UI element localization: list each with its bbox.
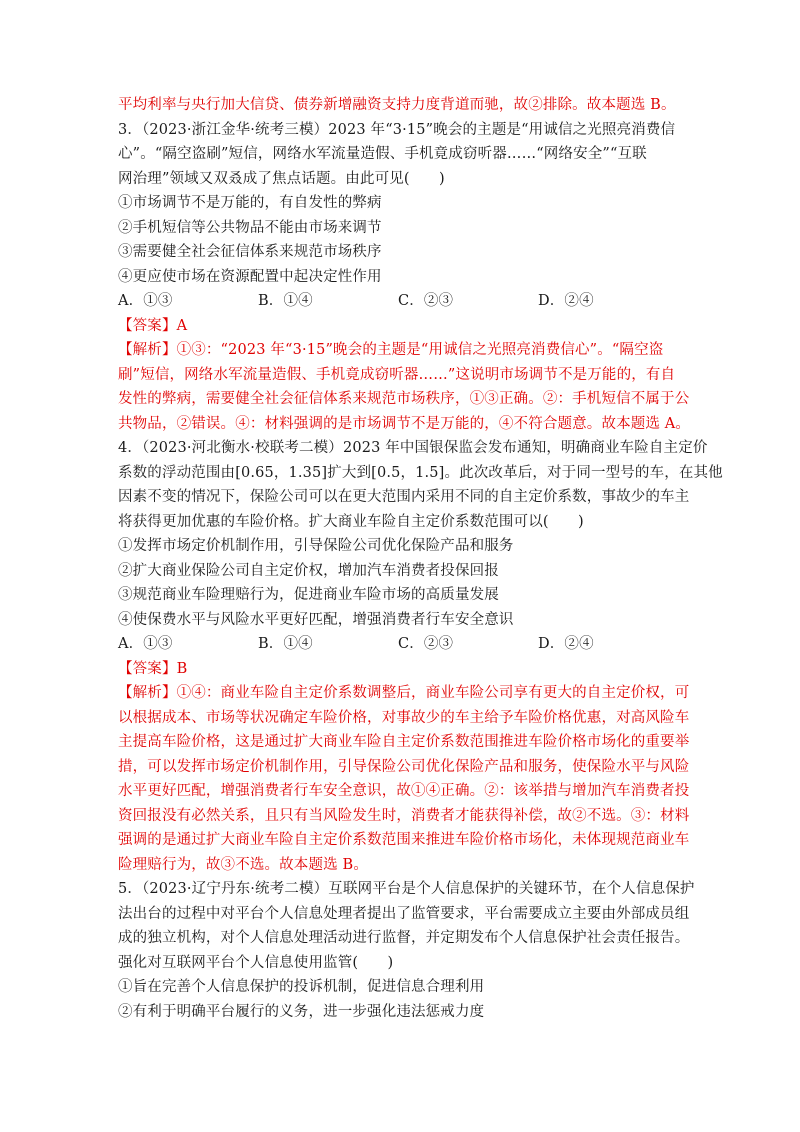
text-line: 将获得更加优惠的车险价格。扩大商业车险自主定价系数范围可以( )	[118, 513, 584, 530]
option-c: C．②③	[398, 636, 454, 652]
analysis-text: 资回报没有必然关系，且只有当风险发生时，消费者才能获得补偿，故②不选。③：材料	[118, 807, 690, 824]
question-4-stem: 4．（2023·河北衡水·校联考二模）2023 年中国银保监会发布通知，明确商业车险自主定价	[118, 440, 708, 456]
option-b: B．①④	[258, 636, 313, 652]
option-b: B．①④	[258, 293, 313, 309]
statement: ④更应使市场在资源配置中起决定性作用	[118, 268, 382, 285]
answer-label: 【答案】B	[118, 660, 188, 677]
analysis-text: 以根据成本、市场等状况确定车险价格，对事故少的车主给予车险价格优惠，对高风险车	[118, 709, 690, 726]
text-line: 强化对互联网平台个人信息使用监管( )	[118, 954, 394, 971]
analysis-text: 发性的弊病，需要健全社会征信体系来规范市场秩序，①③正确。②：手机短信不属于公	[118, 391, 690, 407]
statement: ①旨在完善个人信息保护的投诉机制，促进信息合理利用	[118, 979, 485, 995]
text-line: 成的独立机构，对个人信息处理活动进行监督，并定期发布个人信息保护社会责任报告。	[118, 930, 690, 946]
statement: ④使保费水平与风险水平更好匹配，增强消费者行车安全意识	[118, 611, 514, 628]
statement: ①发挥市场定价机制作用，引导保险公司优化保险产品和服务	[118, 538, 514, 554]
analysis-text: 主提高车险价格，这是通过扩大商业车险自主定价系数范围推进车险价格市场化的重要举	[118, 734, 690, 750]
option-c: C．②③	[398, 293, 454, 309]
statement: ①市场调节不是万能的，有自发性的弊病	[118, 195, 382, 211]
statement: ②扩大商业保险公司自主定价权，增加汽车消费者投保回报	[118, 562, 499, 579]
text-line: 心”。“隔空盗刷”短信，网络水军流量造假、手机竟成窃听器……“网络安全”“互联	[118, 146, 647, 162]
question-5-stem: 5．（2023·辽宁丹东·统考二模）互联网平台是个人信息保护的关键环节，在个人信息保护	[118, 881, 695, 897]
text-line: 平均利率与央行加大信贷、债券新增融资支持力度背道而驰，故②排除。故本题选 B。	[118, 97, 676, 113]
option-d: D．②④	[538, 293, 594, 309]
text-line: 系数的浮动范围由[0.65，1.35]扩大到[0.5，1.5]。此次改革后，对于同一型号的车，在其他	[118, 464, 723, 481]
statement: ③需要健全社会征信体系来规范市场秩序	[118, 244, 382, 260]
answer-options	[118, 632, 700, 657]
text-line: 法出台的过程中对平台个人信息处理者提出了监管要求，平台需要成立主要由外部成员组	[118, 905, 690, 922]
analysis-text: 措，可以发挥市场定价机制作用，引导保险公司优化保险产品和服务，使保险水平与风险	[118, 758, 690, 775]
statement: ②有利于明确平台履行的义务，进一步强化违法惩戒力度	[118, 1003, 485, 1020]
text-line: 网治理”领域又双叒成了焦点话题。由此可见( )	[118, 170, 445, 187]
analysis-text: 强调的是通过扩大商业车险自主定价系数范围来推进车险价格市场化，未体现规范商业车	[118, 832, 690, 848]
answer-label: 【答案】A	[118, 317, 188, 334]
analysis-text: 共物品，②错误。④：材料强调的是市场调节不是万能的，④不符合题意。故本题选 A。	[118, 415, 691, 432]
answer-options	[118, 289, 700, 314]
text-line: 因素不变的情况下，保险公司可以在更大范围内采用不同的自主定价系数，事故少的车主	[118, 489, 690, 505]
statement: ③规范商业车险理赔行为，促进商业车险市场的高质量发展	[118, 587, 499, 603]
analysis-text: 水平更好匹配，增强消费者行车安全意识，故①④正确。②：该举措与增加汽车消费者投	[118, 783, 690, 799]
option-a: A．①③	[118, 636, 173, 652]
statement: ②手机短信等公共物品不能由市场来调节	[118, 219, 382, 236]
option-d: D．②④	[538, 636, 594, 652]
analysis-text: 【解析】①③：“2023 年“3·15”晚会的主题是“用诚信之光照亮消费信心”。“隔空盗	[118, 342, 664, 358]
analysis-text: 【解析】①④：商业车险自主定价系数调整后，商业车险公司享有更大的自主定价权，可	[118, 685, 690, 701]
analysis-text: 险理赔行为，故③不选。故本题选 B。	[118, 856, 368, 873]
question-3-stem: 3．（2023·浙江金华·统考三模）2023 年“3·15”晚会的主题是“用诚信之光照亮消费信	[118, 121, 676, 138]
analysis-text: 刷”短信，网络水军流量造假、手机竟成窃听器……”这说明市场调节不是万能的，有自	[118, 366, 676, 383]
option-a: A．①③	[118, 293, 173, 309]
